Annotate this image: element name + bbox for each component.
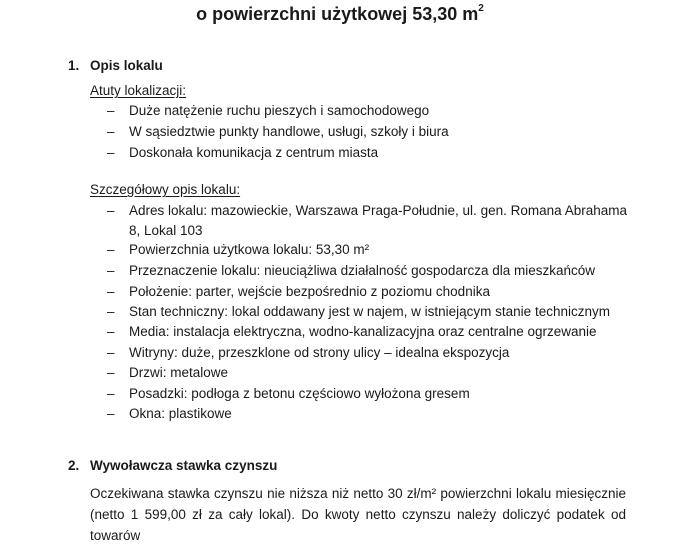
list-item-text: Położenie: parter, wejście bezpośrednio z poziomu chodnika xyxy=(129,284,490,299)
list-item-text: Duże natężenie ruchu pieszych i samochodowego xyxy=(129,103,430,118)
list-item xyxy=(107,122,627,142)
list-item xyxy=(107,261,627,281)
bullet-dash: – xyxy=(107,386,115,401)
list-item xyxy=(107,101,627,121)
list-item-text: Witryny: duże, przeszklone od strony ulicy – idealna ekspozycja xyxy=(129,345,510,360)
bullet-dash: – xyxy=(107,203,115,218)
bullet-dash: – xyxy=(107,345,115,360)
list-item-text: Powierzchnia użytkowa lokalu: 53,30 m² xyxy=(129,242,370,257)
list-item xyxy=(107,201,627,241)
bullet-dash: – xyxy=(107,242,115,257)
list-item-text: Doskonała komunikacja z centrum miasta xyxy=(129,145,379,160)
document-title-text: o powierzchni użytkowej 53,30 m xyxy=(196,4,479,24)
bullet-dash: – xyxy=(107,284,115,299)
bullet-dash: – xyxy=(107,406,115,421)
bullet-dash: – xyxy=(107,145,115,160)
section-2-number: 2. xyxy=(68,458,80,473)
list-item xyxy=(107,404,627,424)
section-1-title: Opis lokalu xyxy=(90,58,163,73)
list-item-text: Adres lokalu: mazowieckie, Warszawa Praga-Południe, ul. gen. Romana Abrahama 8, Lokal 103 xyxy=(129,203,627,238)
szczegolowy-opis-label: Szczegółowy opis lokalu: xyxy=(90,182,241,197)
section-1-number: 1. xyxy=(68,58,80,73)
list-item xyxy=(107,363,627,383)
list-item xyxy=(107,322,627,342)
list-item-text: Media: instalacja elektryczna, wodno-kanalizacyjna oraz centralne ogrzewanie xyxy=(129,324,597,339)
list-item-text: Posadzki: podłoga z betonu częściowo wyłożona gresem xyxy=(129,386,470,401)
section-2-heading xyxy=(68,457,277,475)
bullet-dash: – xyxy=(107,124,115,139)
document-title xyxy=(0,0,680,25)
bullet-dash: – xyxy=(107,304,115,319)
list-item-text: Stan techniczny: lokal oddawany jest w najem, w istniejącym stanie technicznym xyxy=(129,304,610,319)
list-item xyxy=(107,384,627,404)
list-item xyxy=(107,143,627,163)
atuty-lokalizacji-label: Atuty lokalizacji: xyxy=(90,83,187,98)
list-item-text: Okna: plastikowe xyxy=(129,406,232,421)
bullet-dash: – xyxy=(107,103,115,118)
list-item-text: Przeznaczenie lokalu: nieuciążliwa działalność gospodarcza dla mieszkańców xyxy=(129,263,595,278)
list-item xyxy=(107,343,627,363)
bullet-dash: – xyxy=(107,263,115,278)
bullet-dash: – xyxy=(107,324,115,339)
list-item xyxy=(107,240,627,260)
list-item-text: W sąsiedztwie punkty handlowe, usługi, szkoły i biura xyxy=(129,124,449,139)
list-item-text: Drzwi: metalowe xyxy=(129,365,229,380)
bullet-dash: – xyxy=(107,365,115,380)
section-2-title: Wywoławcza stawka czynszu xyxy=(90,458,278,473)
document-title-superscript: 2 xyxy=(478,3,484,14)
section-2-paragraph: Oczekiwana stawka czynszu nie niższa niż netto 30 zł/m² powierzchni lokalu miesięcznie (netto 1 599,00 zł za cały lokal). Do kwoty netto czynszu należy doliczyć podatek od towarów xyxy=(90,486,626,543)
list-item xyxy=(107,282,627,302)
section-1-heading xyxy=(68,57,163,75)
list-item xyxy=(107,302,627,322)
